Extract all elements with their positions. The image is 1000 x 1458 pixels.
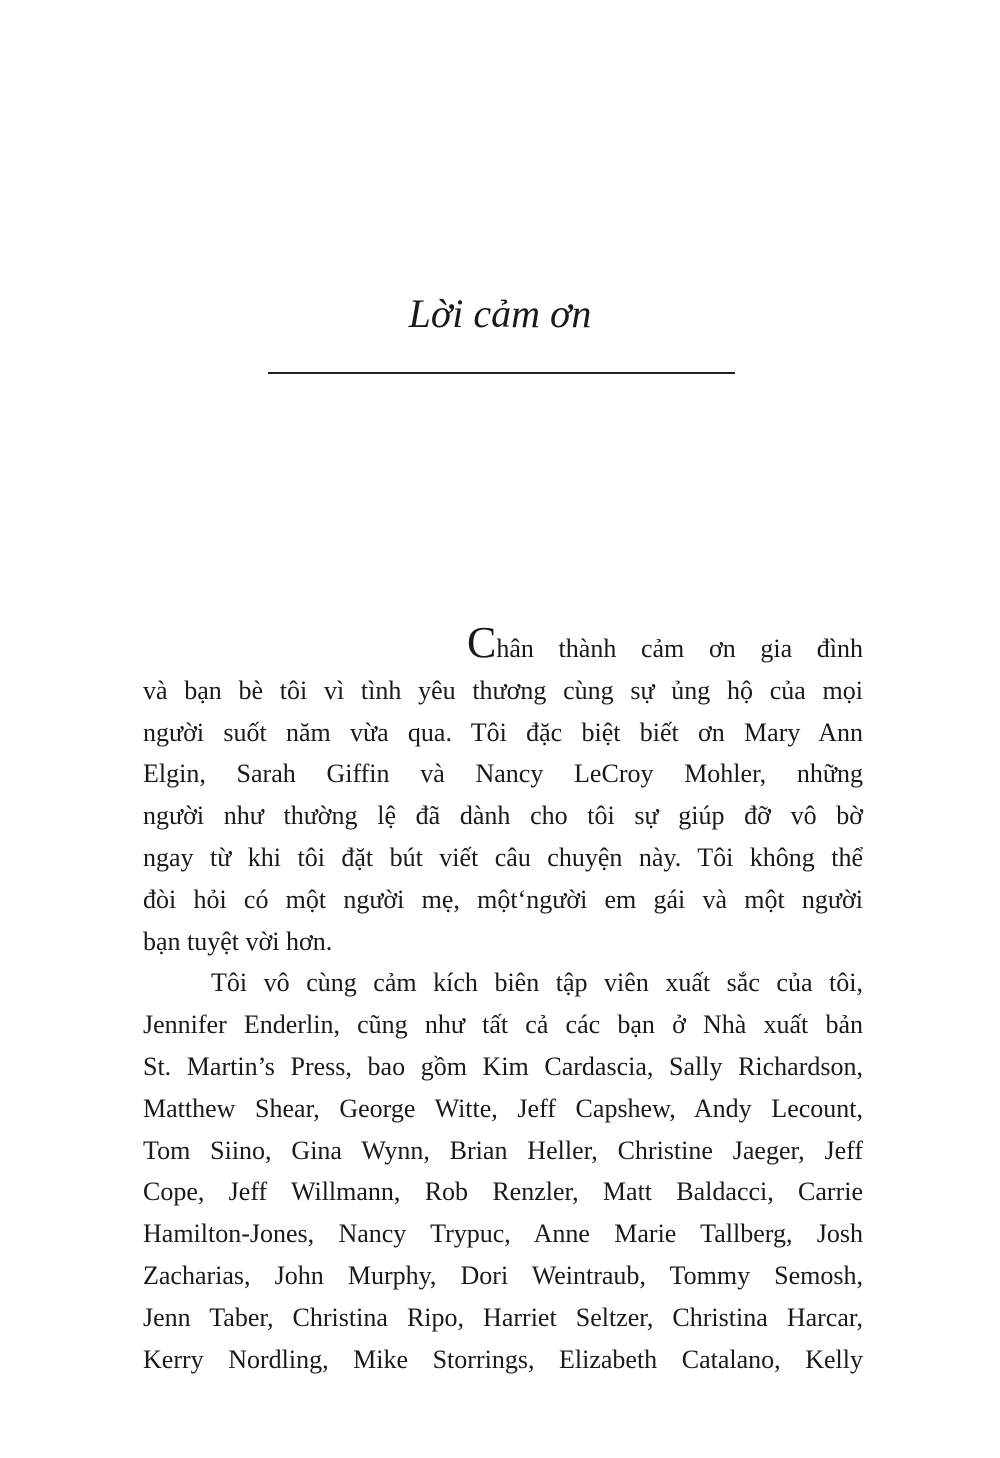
paragraph-2: [143, 962, 863, 1380]
text-line: Jenn Taber, Christina Ripo, Harriet Seltzer, Christina Harcar,: [143, 1302, 863, 1332]
text-line: Kerry Nordling, Mike Storrings, Elizabeth Catalano, Kelly: [143, 1344, 863, 1374]
title-divider: [268, 372, 735, 374]
text-line: người như thường lệ đã dành cho tôi sự giúp đỡ vô bờ: [143, 801, 863, 831]
paragraph-1: [143, 618, 863, 962]
text-line: người suốt năm vừa qua. Tôi đặc biệt biết ơn Mary Ann: [143, 717, 863, 747]
text-line: ngay từ khi tôi đặt bút viết câu chuyện này. Tôi không thể: [143, 842, 863, 872]
text-line: Zacharias, John Murphy, Dori Weintraub, Tommy Semosh,: [143, 1260, 863, 1290]
text-line: Cope, Jeff Willmann, Rob Renzler, Matt Baldacci, Carrie: [143, 1177, 863, 1207]
initial-letter: C: [467, 618, 497, 667]
text-line: Tom Siino, Gina Wynn, Brian Heller, Christine Jaeger, Jeff: [143, 1135, 863, 1165]
text-line-content: hân thành cảm ơn gia đình: [496, 634, 863, 663]
text-line: Matthew Shear, George Witte, Jeff Capshew, Andy Lecount,: [143, 1093, 863, 1123]
text-line: bạn tuyệt vời hơn.: [143, 926, 333, 956]
text-line: và bạn bè tôi vì tình yêu thương cùng sự ủng hộ của mọi: [143, 675, 863, 705]
text-line: Elgin, Sarah Giffin và Nancy LeCroy Mohler, những: [143, 759, 863, 789]
text-line: Jennifer Enderlin, cũng như tất cả các bạn ở Nhà xuất bản: [143, 1010, 863, 1040]
page-title: Lời cảm ơn: [408, 291, 592, 336]
text-line: Tôi vô cùng cảm kích biên tập viên xuất sắc của tôi,: [211, 968, 863, 998]
acknowledgements-text: [143, 618, 863, 1380]
text-line: [143, 618, 863, 670]
text-line: St. Martin’s Press, bao gồm Kim Cardascia, Sally Richardson,: [143, 1051, 863, 1081]
text-line: Hamilton-Jones, Nancy Trypuc, Anne Marie Tallberg, Josh: [143, 1219, 863, 1249]
text-line: đòi hỏi có một người mẹ, một‘người em gái và một người: [143, 884, 863, 914]
